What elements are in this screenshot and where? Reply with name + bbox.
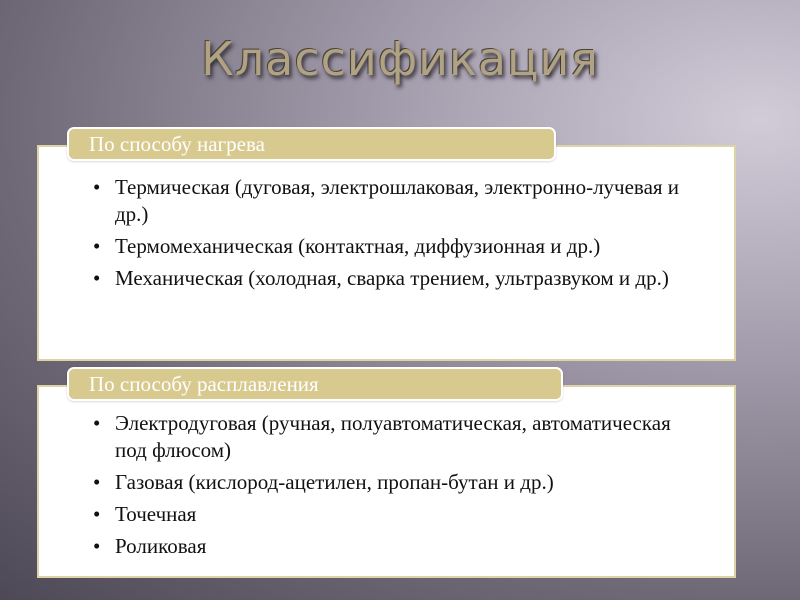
list-item: • Роликовая bbox=[91, 533, 704, 560]
list-item: • Электродуговая (ручная, полуавтоматическая, автоматическая под флюсом) bbox=[91, 410, 704, 464]
list-item: • Точечная bbox=[91, 501, 704, 528]
list-item: • Термомеханическая (контактная, диффузионная и др.) bbox=[91, 233, 704, 260]
section-melting-list bbox=[91, 410, 704, 565]
section-melting-panel bbox=[37, 385, 736, 578]
section-melting-header: По способу расплавления bbox=[67, 367, 563, 401]
section-heating-panel bbox=[37, 145, 736, 361]
slide-title: Классификация bbox=[201, 32, 599, 86]
section-heating-list bbox=[91, 174, 704, 297]
section-heating-header: По способу нагрева bbox=[67, 127, 556, 161]
list-item: • Механическая (холодная, сварка трением, ультразвуком и др.) bbox=[91, 265, 704, 292]
list-item: • Термическая (дуговая, электрошлаковая, электронно-лучевая и др.) bbox=[91, 174, 704, 228]
list-item: • Газовая (кислород-ацетилен, пропан-бутан и др.) bbox=[91, 469, 704, 496]
